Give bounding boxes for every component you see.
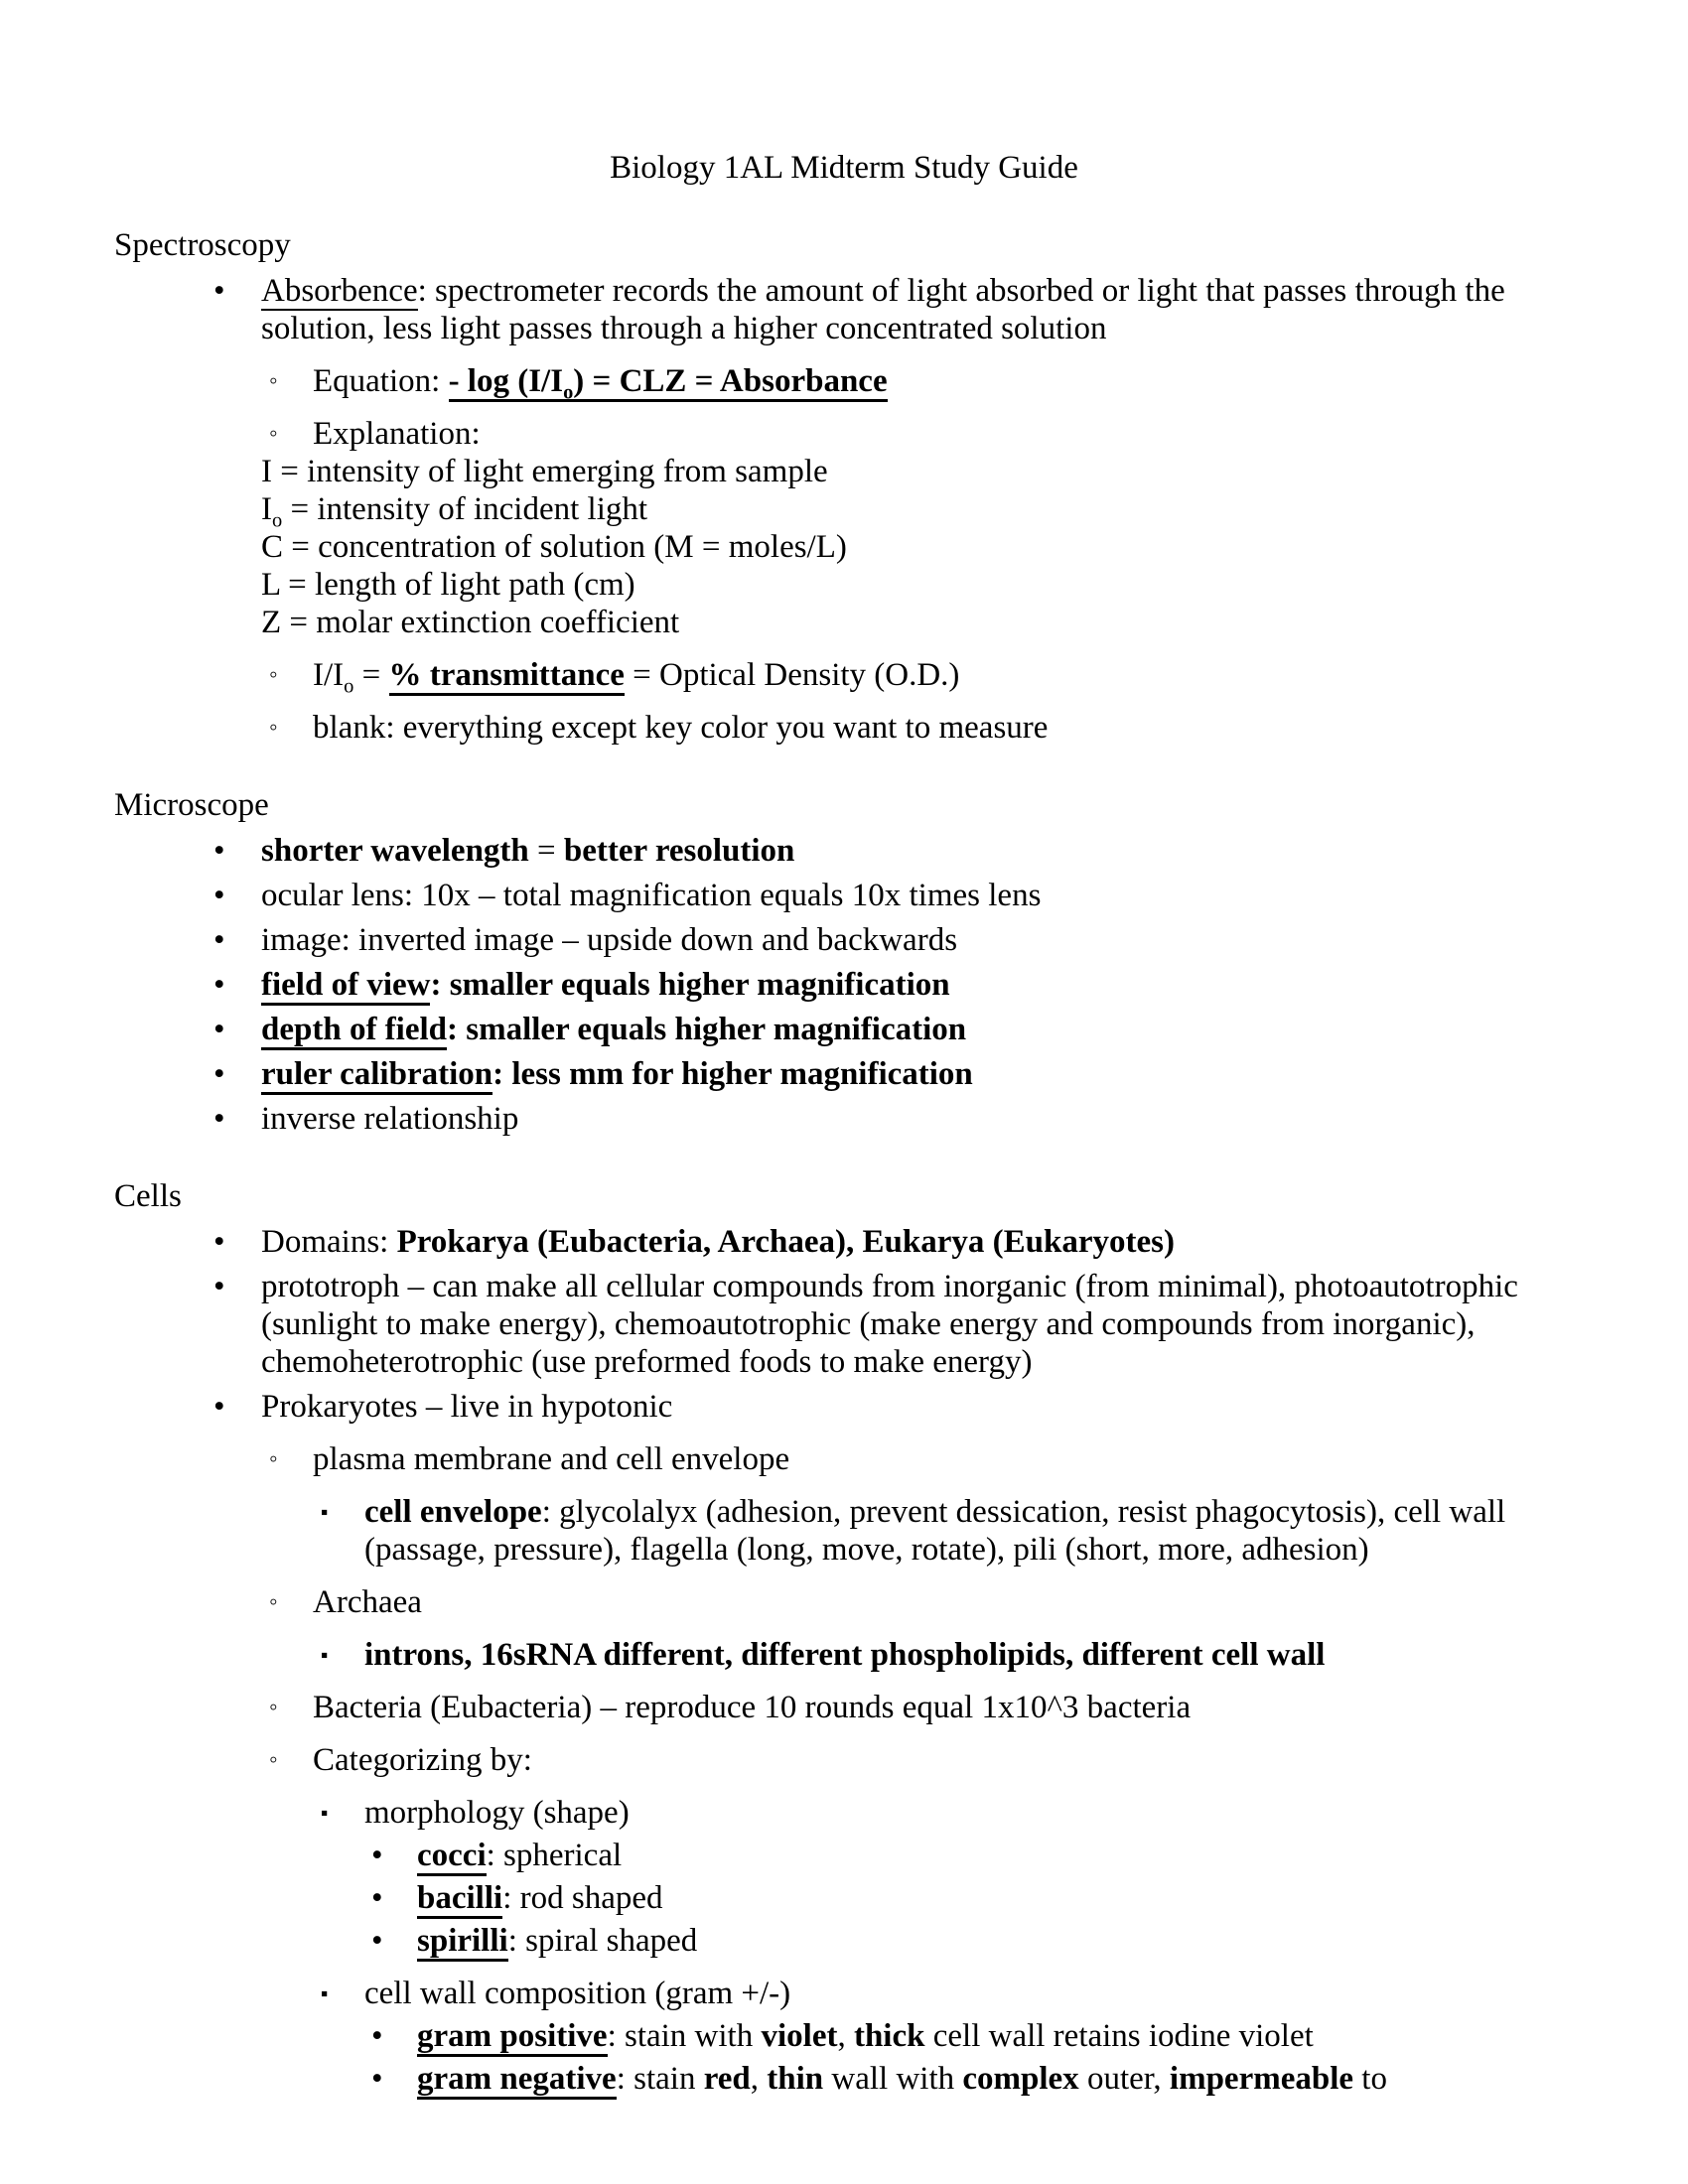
text-content [261, 273, 1505, 346]
text-run: o [563, 363, 573, 402]
text-content [364, 1795, 630, 1831]
text-content [261, 1056, 973, 1095]
text-run: Cells [114, 1178, 182, 1214]
bullet-marker: • [371, 1838, 383, 1873]
bullet-marker: ◦ [269, 421, 278, 447]
text-run: ruler calibration [261, 1056, 492, 1095]
text-run: Microscope [114, 787, 269, 823]
text-content [261, 1101, 518, 1137]
list-item [114, 1689, 1574, 1726]
list-item [114, 1741, 1574, 1779]
text-run: violet [761, 2018, 838, 2054]
list-item [114, 656, 1574, 698]
text-run: gram positive [417, 2018, 608, 2057]
text-run: bacilli [417, 1880, 502, 1919]
list-item [114, 1100, 1574, 1138]
text-run: cell wall composition (gram +/-) [364, 1976, 791, 2011]
text-run: : smaller equals higher magnification [430, 967, 950, 1003]
bullet-marker: • [213, 1269, 225, 1304]
bullet-marker: • [213, 878, 225, 913]
definition-line [261, 566, 1574, 604]
text-run: = intensity of incident light [282, 491, 648, 527]
text-run: Bacteria (Eubacteria) – reproduce 10 rounds equal 1x10^3 bacteria [313, 1690, 1192, 1725]
bullet-marker: • [213, 1056, 225, 1092]
bullet-marker: ◦ [269, 368, 278, 394]
text-run: o [272, 509, 283, 532]
text-content [114, 1178, 182, 1214]
text-content [417, 1838, 622, 1876]
text-run: : glycolalyx (adhesion, prevent dessication, resist phagocytosis), cell wall (passage, pressure), flagella (long, move, rotate), pili (short, more, adhesion) [364, 1494, 1506, 1568]
list-item [114, 877, 1574, 914]
text-content [417, 1923, 697, 1962]
text-run: : stain with [607, 2018, 762, 2054]
text-run: cocci [417, 1838, 487, 1876]
text-run: Spectroscopy [114, 227, 291, 263]
text-content [313, 1742, 532, 1778]
text-run: C = concentration of solution (M = moles/L) [261, 529, 847, 565]
bullet-marker: • [213, 1101, 225, 1137]
text-run: inverse relationship [261, 1101, 519, 1137]
bullet-marker: ▪ [321, 1981, 329, 2005]
text-run: Absorbence [261, 273, 418, 309]
list-item [114, 1268, 1574, 1381]
text-content [417, 2018, 1314, 2057]
text-run: : stain [616, 2061, 704, 2097]
bullet-marker: ◦ [269, 715, 278, 741]
list-item [114, 2060, 1574, 2098]
text-run: plasma membrane and cell envelope [313, 1441, 790, 1477]
text-content [364, 1976, 790, 2011]
text-content [313, 1690, 1191, 1725]
section-heading [114, 786, 1574, 824]
text-content [261, 491, 648, 532]
section-heading [114, 1177, 1574, 1215]
bullet-marker: ▪ [321, 1801, 329, 1825]
text-run: Archaea [313, 1584, 422, 1620]
definition-line [261, 528, 1574, 566]
text-run: Prokarya (Eubacteria, Archaea), Eukarya (Eukaryotes) [396, 1224, 1175, 1260]
list-item [114, 1223, 1574, 1261]
bullet-marker: • [213, 1224, 225, 1260]
text-run: to [1353, 2061, 1387, 2097]
text-run: image: inverted image – upside down and backwards [261, 922, 958, 958]
text-run: shorter wavelength [261, 833, 529, 869]
text-run: Z = molar extinction coefficient [261, 605, 680, 640]
text-run: o [344, 675, 354, 698]
list-item [114, 1055, 1574, 1093]
list-item [114, 362, 1574, 404]
text-content [261, 454, 828, 489]
text-run: : spherical [486, 1838, 623, 1873]
list-item [114, 921, 1574, 959]
document-body [114, 226, 1574, 2098]
text-run: thick [853, 2018, 925, 2054]
bullet-marker: • [371, 1923, 383, 1959]
bullet-marker: ▪ [321, 1643, 329, 1667]
text-run: red [703, 2061, 751, 2097]
bullet-marker: • [213, 922, 225, 958]
list-item [114, 1493, 1574, 1569]
bullet-marker: • [371, 1880, 383, 1916]
text-run: ) = CLZ = Absorbance [573, 363, 887, 402]
text-content [364, 1637, 1325, 1673]
list-item [114, 1879, 1574, 1917]
text-run: ocular lens: 10x – total magnification equals 10x times lens [261, 878, 1042, 913]
bullet-marker: • [371, 2061, 383, 2097]
text-content [261, 833, 794, 869]
text-run: Equation: [313, 363, 449, 399]
text-content [114, 787, 269, 823]
text-run: impermeable [1169, 2061, 1354, 2097]
text-content [364, 1494, 1505, 1568]
text-run: I [261, 491, 272, 527]
text-content [261, 1224, 1175, 1260]
text-run: = [528, 833, 564, 869]
text-content [261, 878, 1041, 913]
text-run: blank: everything except key color you want to measure [313, 710, 1049, 746]
list-item [114, 2017, 1574, 2055]
text-run: - log (I/I [449, 363, 564, 402]
text-content [114, 227, 291, 263]
bullet-marker: • [371, 2018, 383, 2054]
definition-line [261, 453, 1574, 490]
bullet-marker: • [213, 1012, 225, 1047]
text-run: introns, 16sRNA different, different phospholipids, different cell wall [364, 1637, 1326, 1673]
list-item [114, 1922, 1574, 1960]
bullet-marker: • [213, 833, 225, 869]
section-heading [114, 226, 1574, 264]
bullet-marker: • [213, 273, 225, 309]
text-run: : rod shaped [502, 1880, 663, 1916]
text-run: % transmittance [389, 657, 625, 696]
text-content [261, 967, 950, 1006]
bullet-marker: ◦ [269, 662, 278, 688]
text-run: wall with [823, 2061, 963, 2097]
text-run: I/I [313, 657, 345, 693]
text-content [261, 1269, 1518, 1380]
list-item [114, 1794, 1574, 1832]
list-item [114, 1011, 1574, 1048]
definition-line [261, 604, 1574, 641]
list-item [114, 272, 1574, 347]
list-item [114, 966, 1574, 1004]
text-content [417, 2061, 1387, 2100]
text-run: spirilli [417, 1923, 508, 1962]
text-run: : less mm for higher magnification [492, 1056, 973, 1092]
text-run: Categorizing by: [313, 1742, 532, 1778]
text-content [313, 1584, 422, 1620]
definition-line [261, 490, 1574, 532]
bullet-marker: • [213, 1389, 225, 1425]
text-content [313, 657, 959, 696]
text-run: morphology (shape) [364, 1795, 630, 1831]
text-content [261, 529, 847, 565]
list-item [114, 1975, 1574, 2012]
text-run: Prokaryotes – live in hypotonic [261, 1389, 673, 1425]
text-run: , [750, 2061, 768, 2097]
text-content [261, 1389, 672, 1425]
bullet-marker: ◦ [269, 1695, 278, 1720]
document-title: Biology 1AL Midterm Study Guide [610, 150, 1078, 186]
text-run: complex [962, 2061, 1079, 2097]
text-run: outer, [1078, 2061, 1170, 2097]
list-item [114, 415, 1574, 453]
text-run: = [353, 657, 389, 693]
text-run: = Optical Density (O.D.) [624, 657, 960, 693]
text-run: L = length of light path (cm) [261, 567, 635, 603]
list-item [114, 1440, 1574, 1478]
bullet-marker: ◦ [269, 1747, 278, 1773]
list-item [114, 709, 1574, 747]
text-run: : spiral shaped [507, 1923, 698, 1959]
text-content [261, 922, 957, 958]
text-content [261, 1012, 966, 1050]
text-content [313, 416, 481, 452]
text-run: prototroph – can make all cellular compounds from inorganic (from minimal), photoautotrophic (sunlight to make energy), chemoautotrophic (make energy and compounds from inorganic), chemoheterotrophic (use preformed foods to make energy) [261, 1269, 1518, 1380]
text-run: field of view [261, 967, 430, 1006]
text-run: cell wall retains iodine violet [924, 2018, 1314, 2054]
text-run: cell envelope [364, 1494, 542, 1530]
list-item [114, 832, 1574, 870]
text-run: , [837, 2018, 854, 2054]
bullet-marker: ▪ [321, 1500, 329, 1524]
text-run: I = intensity of light emerging from sample [261, 454, 828, 489]
list-item [114, 1837, 1574, 1874]
text-content [313, 710, 1048, 746]
text-run: thin [767, 2061, 824, 2097]
list-item [114, 1583, 1574, 1621]
text-run: gram negative [417, 2061, 617, 2100]
text-run: Explanation: [313, 416, 481, 452]
text-run: Domains: [261, 1224, 397, 1260]
bullet-marker: ◦ [269, 1589, 278, 1615]
list-item [114, 1636, 1574, 1674]
text-content [261, 605, 679, 640]
text-run: : smaller equals higher magnification [447, 1012, 967, 1047]
text-content [313, 1441, 789, 1477]
text-run: better resolution [563, 833, 795, 869]
text-content [261, 567, 635, 603]
text-content [313, 363, 888, 402]
list-item [114, 1388, 1574, 1426]
text-content [417, 1880, 662, 1919]
text-run: : spectrometer records the amount of light absorbed or light that passes through the solution, less light passes through a higher concentrated solution [261, 273, 1505, 346]
text-run: depth of field [261, 1012, 447, 1050]
bullet-marker: • [213, 967, 225, 1003]
bullet-marker: ◦ [269, 1446, 278, 1472]
